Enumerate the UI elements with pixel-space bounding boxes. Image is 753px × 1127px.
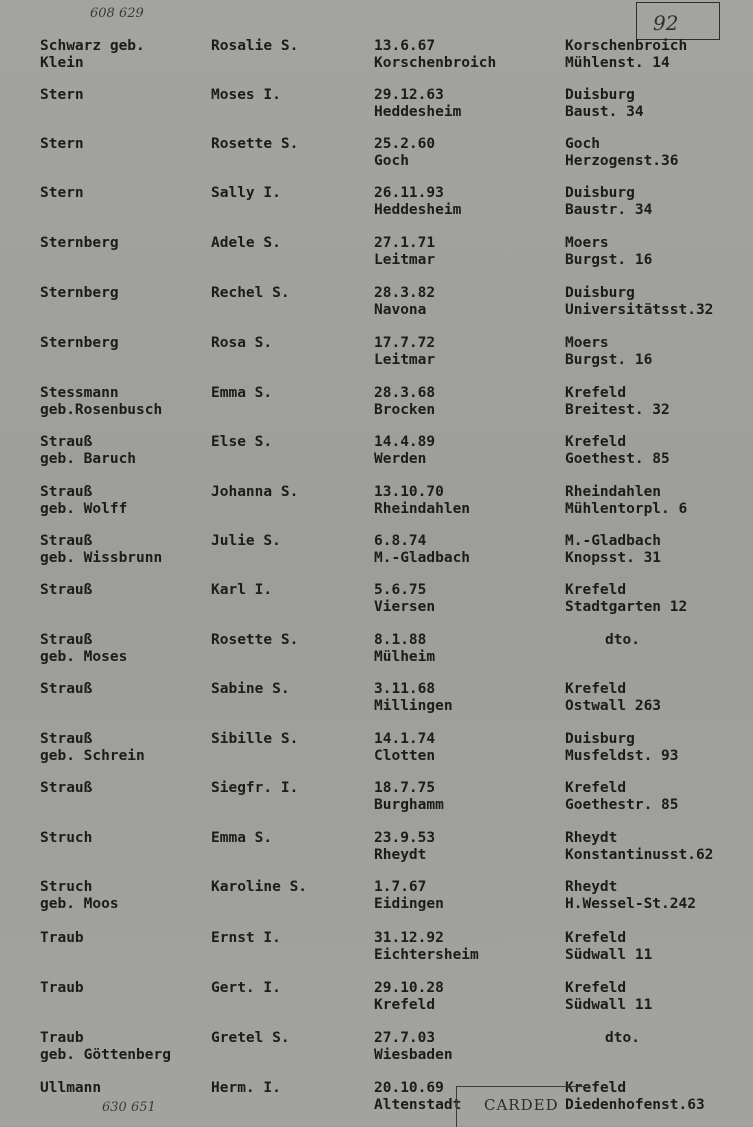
birth-cell bbox=[374, 930, 479, 964]
given-name-cell-line: Rosette S. bbox=[211, 632, 299, 648]
surname-cell bbox=[40, 87, 84, 104]
carded-stamp-text: CARDED bbox=[484, 1096, 559, 1114]
residence-cell-line: Krefeld bbox=[565, 434, 627, 450]
residence-cell bbox=[565, 434, 670, 468]
given-name-cell bbox=[211, 385, 272, 402]
residence-cell-line: Duisburg bbox=[565, 87, 635, 103]
birth-cell-line: Mülheim bbox=[374, 649, 436, 665]
residence-cell-line: Südwall 11 bbox=[565, 947, 653, 963]
birth-cell bbox=[374, 582, 435, 616]
birth-cell-line: 14.4.89 bbox=[374, 434, 436, 450]
surname-cell bbox=[40, 235, 119, 252]
surname-cell-line: geb. Wolff bbox=[40, 501, 128, 517]
surname-cell-line: Strauß bbox=[40, 731, 93, 747]
record-row bbox=[0, 185, 753, 231]
residence-cell-line: Rheydt bbox=[565, 879, 618, 895]
residence-cell bbox=[565, 632, 640, 649]
birth-cell-line: Krefeld bbox=[374, 997, 436, 1013]
record-row bbox=[0, 385, 753, 431]
birth-cell-line: 5.6.75 bbox=[374, 582, 427, 598]
residence-cell bbox=[565, 1030, 640, 1047]
given-name-cell bbox=[211, 185, 281, 202]
page-number-box bbox=[636, 2, 720, 40]
given-name-cell-line: Emma S. bbox=[211, 830, 273, 846]
given-name-cell-line: Rosalie S. bbox=[211, 38, 299, 54]
birth-cell-line: 8.1.88 bbox=[374, 632, 427, 648]
birth-cell-line: Eidingen bbox=[374, 896, 444, 912]
birth-cell bbox=[374, 434, 435, 468]
birth-cell-line: Korschenbroich bbox=[374, 55, 497, 71]
handwritten-note-top: 608 629 bbox=[90, 6, 144, 21]
record-row bbox=[0, 235, 753, 281]
record-row bbox=[0, 335, 753, 381]
birth-cell-line: 6.8.74 bbox=[374, 533, 427, 549]
birth-cell-line: 13.6.67 bbox=[374, 38, 436, 54]
residence-cell-line: Baustr. 34 bbox=[565, 202, 653, 218]
residence-cell bbox=[565, 87, 644, 121]
birth-cell bbox=[374, 830, 435, 864]
surname-cell-line: Strauß bbox=[40, 533, 93, 549]
surname-cell bbox=[40, 582, 92, 599]
residence-cell-line: Burgst. 16 bbox=[565, 352, 653, 368]
residence-cell-line: Krefeld bbox=[565, 980, 627, 996]
record-row bbox=[0, 879, 753, 925]
birth-cell bbox=[374, 136, 435, 170]
given-name-cell bbox=[211, 1080, 281, 1097]
given-name-cell-line: Herm. I. bbox=[211, 1080, 281, 1096]
surname-cell bbox=[40, 1030, 171, 1064]
birth-cell-line: M.-Gladbach bbox=[374, 550, 471, 566]
birth-cell bbox=[374, 731, 435, 765]
given-name-cell bbox=[211, 335, 272, 352]
surname-cell bbox=[40, 185, 84, 202]
birth-cell-line: 18.7.75 bbox=[374, 780, 436, 796]
record-row bbox=[0, 582, 753, 628]
birth-cell-line: Heddesheim bbox=[374, 104, 462, 120]
record-row bbox=[0, 533, 753, 579]
residence-cell bbox=[565, 830, 713, 864]
surname-cell bbox=[40, 731, 145, 765]
birth-cell-line: Goch bbox=[374, 153, 409, 169]
given-name-cell bbox=[211, 681, 290, 698]
birth-cell bbox=[374, 235, 435, 269]
residence-cell-line: Krefeld bbox=[565, 385, 627, 401]
surname-cell bbox=[40, 38, 145, 72]
birth-cell-line: 14.1.74 bbox=[374, 731, 436, 747]
page-number: 92 bbox=[653, 11, 679, 35]
residence-cell bbox=[565, 980, 652, 1014]
residence-cell-line: Krefeld bbox=[565, 681, 627, 697]
birth-cell-line: 25.2.60 bbox=[374, 136, 436, 152]
residence-cell bbox=[565, 1080, 705, 1114]
residence-cell-line: Krefeld bbox=[565, 1080, 627, 1096]
given-name-cell-line: Sibille S. bbox=[211, 731, 299, 747]
record-row bbox=[0, 38, 753, 84]
given-name-cell-line: Ernst I. bbox=[211, 930, 281, 946]
surname-cell-line: geb. Baruch bbox=[40, 451, 137, 467]
surname-cell-line: Struch bbox=[40, 879, 93, 895]
surname-cell-line: Stern bbox=[40, 87, 84, 103]
birth-cell-line: Leitmar bbox=[374, 352, 436, 368]
record-row bbox=[0, 780, 753, 826]
residence-cell bbox=[565, 930, 652, 964]
surname-cell-line: Stessmann bbox=[40, 385, 119, 401]
residence-cell bbox=[565, 285, 713, 319]
surname-cell bbox=[40, 434, 136, 468]
given-name-cell-line: Rechel S. bbox=[211, 285, 290, 301]
surname-cell-line: Traub bbox=[40, 1030, 84, 1046]
residence-cell-line: Musfeldst. 93 bbox=[565, 748, 679, 764]
record-row bbox=[0, 632, 753, 678]
residence-cell-line: Mühlenst. 14 bbox=[565, 55, 670, 71]
birth-cell-line: 31.12.92 bbox=[374, 930, 444, 946]
birth-cell-line: 23.9.53 bbox=[374, 830, 436, 846]
record-row bbox=[0, 87, 753, 133]
birth-cell-line: Wiesbaden bbox=[374, 1047, 453, 1063]
birth-cell bbox=[374, 185, 461, 219]
residence-cell-line: M.-Gladbach bbox=[565, 533, 662, 549]
given-name-cell-line: Else S. bbox=[211, 434, 273, 450]
given-name-cell bbox=[211, 533, 281, 550]
birth-cell-line: Heddesheim bbox=[374, 202, 462, 218]
given-name-cell-line: Gert. I. bbox=[211, 980, 281, 996]
residence-cell-line: Konstantinusst.62 bbox=[565, 847, 714, 863]
birth-cell-line: 20.10.69 bbox=[374, 1080, 444, 1096]
given-name-cell-line: Karl I. bbox=[211, 582, 273, 598]
given-name-cell bbox=[211, 731, 298, 748]
record-row bbox=[0, 681, 753, 727]
surname-cell-line: Schwarz geb. bbox=[40, 38, 145, 54]
given-name-cell-line: Siegfr. I. bbox=[211, 780, 299, 796]
residence-cell-line: dto. bbox=[605, 1030, 640, 1046]
surname-cell bbox=[40, 681, 92, 698]
given-name-cell bbox=[211, 1030, 290, 1047]
record-row bbox=[0, 484, 753, 530]
residence-cell-line: Stadtgarten 12 bbox=[565, 599, 688, 615]
given-name-cell-line: Rosette S. bbox=[211, 136, 299, 152]
given-name-cell-line: Sabine S. bbox=[211, 681, 290, 697]
residence-cell bbox=[565, 136, 679, 170]
surname-cell-line: Strauß bbox=[40, 632, 93, 648]
residence-cell bbox=[565, 385, 670, 419]
birth-cell-line: 17.7.72 bbox=[374, 335, 436, 351]
given-name-cell-line: Julie S. bbox=[211, 533, 281, 549]
birth-cell-line: 26.11.93 bbox=[374, 185, 444, 201]
residence-cell bbox=[565, 235, 652, 269]
birth-cell-line: Millingen bbox=[374, 698, 453, 714]
surname-cell-line: Sternberg bbox=[40, 285, 119, 301]
birth-cell-line: 29.12.63 bbox=[374, 87, 444, 103]
birth-cell bbox=[374, 335, 435, 369]
record-row bbox=[0, 930, 753, 976]
birth-cell-line: Rheydt bbox=[374, 847, 427, 863]
residence-cell-line: Mühlentorpl. 6 bbox=[565, 501, 688, 517]
birth-cell-line: Leitmar bbox=[374, 252, 436, 268]
birth-cell-line: Burghamm bbox=[374, 797, 444, 813]
birth-cell bbox=[374, 484, 470, 518]
birth-cell-line: 13.10.70 bbox=[374, 484, 444, 500]
residence-cell-line: Goethestr. 85 bbox=[565, 797, 679, 813]
given-name-cell bbox=[211, 980, 281, 997]
surname-cell bbox=[40, 484, 127, 518]
birth-cell bbox=[374, 385, 435, 419]
residence-cell bbox=[565, 335, 652, 369]
surname-cell-line: Strauß bbox=[40, 681, 93, 697]
record-row bbox=[0, 731, 753, 777]
handwritten-note-bottom: 630 651 bbox=[102, 1100, 156, 1115]
residence-cell-line: Duisburg bbox=[565, 185, 635, 201]
given-name-cell-line: Rosa S. bbox=[211, 335, 273, 351]
residence-cell-line: Duisburg bbox=[565, 285, 635, 301]
given-name-cell-line: Karoline S. bbox=[211, 879, 308, 895]
surname-cell bbox=[40, 780, 92, 797]
residence-cell bbox=[565, 185, 652, 219]
birth-cell bbox=[374, 285, 435, 319]
residence-cell-line: Burgst. 16 bbox=[565, 252, 653, 268]
birth-cell bbox=[374, 632, 435, 666]
birth-cell-line: 1.7.67 bbox=[374, 879, 427, 895]
residence-cell-line: Duisburg bbox=[565, 731, 635, 747]
birth-cell-line: 27.1.71 bbox=[374, 235, 436, 251]
given-name-cell bbox=[211, 136, 298, 153]
given-name-cell bbox=[211, 879, 307, 896]
residence-cell-line: Universitätsst.32 bbox=[565, 302, 714, 318]
residence-cell-line: Krefeld bbox=[565, 930, 627, 946]
birth-cell-line: Werden bbox=[374, 451, 427, 467]
surname-cell-line: Struch bbox=[40, 830, 93, 846]
surname-cell bbox=[40, 930, 84, 947]
residence-cell-line: H.Wessel-St.242 bbox=[565, 896, 696, 912]
surname-cell-line: Traub bbox=[40, 930, 84, 946]
birth-cell-line: 29.10.28 bbox=[374, 980, 444, 996]
residence-cell-line: Knopsst. 31 bbox=[565, 550, 662, 566]
given-name-cell-line: Emma S. bbox=[211, 385, 273, 401]
birth-cell bbox=[374, 879, 444, 913]
surname-cell-line: Ullmann bbox=[40, 1080, 102, 1096]
residence-cell-line: Korschenbroich bbox=[565, 38, 688, 54]
birth-cell bbox=[374, 1030, 453, 1064]
surname-cell bbox=[40, 980, 84, 997]
residence-cell-line: Südwall 11 bbox=[565, 997, 653, 1013]
surname-cell bbox=[40, 1080, 101, 1097]
record-row bbox=[0, 136, 753, 182]
birth-cell-line: Altenstadt bbox=[374, 1097, 462, 1113]
birth-cell-line: 28.3.82 bbox=[374, 285, 436, 301]
residence-cell-line: Baust. 34 bbox=[565, 104, 644, 120]
residence-cell-line: Rheydt bbox=[565, 830, 618, 846]
given-name-cell bbox=[211, 930, 281, 947]
surname-cell-line: geb.Rosenbusch bbox=[40, 402, 163, 418]
given-name-cell bbox=[211, 632, 298, 649]
residence-cell-line: Herzogenst.36 bbox=[565, 153, 679, 169]
residence-cell bbox=[565, 879, 696, 913]
birth-cell bbox=[374, 980, 444, 1014]
record-row bbox=[0, 980, 753, 1026]
surname-cell-line: Strauß bbox=[40, 780, 93, 796]
residence-cell-line: dto. bbox=[605, 632, 640, 648]
birth-cell-line: 28.3.68 bbox=[374, 385, 436, 401]
given-name-cell bbox=[211, 582, 272, 599]
residence-cell bbox=[565, 780, 679, 814]
surname-cell-line: geb. Moses bbox=[40, 649, 128, 665]
surname-cell bbox=[40, 385, 162, 419]
given-name-cell-line: Gretel S. bbox=[211, 1030, 290, 1046]
surname-cell-line: Sternberg bbox=[40, 335, 119, 351]
surname-cell-line: geb. Moos bbox=[40, 896, 119, 912]
surname-cell-line: Klein bbox=[40, 55, 84, 71]
given-name-cell bbox=[211, 87, 281, 104]
surname-cell-line: geb. Göttenberg bbox=[40, 1047, 171, 1063]
given-name-cell bbox=[211, 285, 290, 302]
residence-cell bbox=[565, 38, 687, 72]
birth-cell bbox=[374, 533, 470, 567]
residence-cell-line: Goethest. 85 bbox=[565, 451, 670, 467]
residence-cell-line: Diedenhofenst.63 bbox=[565, 1097, 705, 1113]
surname-cell-line: Strauß bbox=[40, 582, 93, 598]
given-name-cell bbox=[211, 434, 272, 451]
residence-cell-line: Krefeld bbox=[565, 780, 627, 796]
birth-cell bbox=[374, 38, 496, 72]
surname-cell bbox=[40, 136, 84, 153]
record-row bbox=[0, 285, 753, 331]
given-name-cell bbox=[211, 38, 298, 55]
surname-cell-line: geb. Wissbrunn bbox=[40, 550, 163, 566]
residence-cell bbox=[565, 484, 687, 518]
given-name-cell bbox=[211, 484, 298, 501]
surname-cell-line: Sternberg bbox=[40, 235, 119, 251]
birth-cell bbox=[374, 780, 444, 814]
given-name-cell-line: Moses I. bbox=[211, 87, 281, 103]
surname-cell bbox=[40, 632, 127, 666]
residence-cell-line: Moers bbox=[565, 335, 609, 351]
residence-cell-line: Goch bbox=[565, 136, 600, 152]
residence-cell bbox=[565, 731, 679, 765]
surname-cell-line: Strauß bbox=[40, 434, 93, 450]
surname-cell-line: Traub bbox=[40, 980, 84, 996]
surname-cell bbox=[40, 533, 162, 567]
residence-cell bbox=[565, 533, 661, 567]
record-row bbox=[0, 434, 753, 480]
surname-cell-line: geb. Schrein bbox=[40, 748, 145, 764]
residence-cell bbox=[565, 582, 687, 616]
birth-cell bbox=[374, 681, 453, 715]
surname-cell bbox=[40, 285, 119, 302]
residence-cell-line: Ostwall 263 bbox=[565, 698, 662, 714]
birth-cell-line: Eichtersheim bbox=[374, 947, 479, 963]
birth-cell-line: Clotten bbox=[374, 748, 436, 764]
surname-cell bbox=[40, 335, 119, 352]
surname-cell-line: Stern bbox=[40, 185, 84, 201]
birth-cell-line: Rheindahlen bbox=[374, 501, 471, 517]
residence-cell-line: Rheindahlen bbox=[565, 484, 662, 500]
birth-cell-line: Brocken bbox=[374, 402, 436, 418]
given-name-cell-line: Sally I. bbox=[211, 185, 281, 201]
surname-cell bbox=[40, 830, 92, 847]
surname-cell-line: Stern bbox=[40, 136, 84, 152]
residence-cell-line: Moers bbox=[565, 235, 609, 251]
given-name-cell-line: Johanna S. bbox=[211, 484, 299, 500]
record-row bbox=[0, 830, 753, 876]
birth-cell bbox=[374, 87, 461, 121]
given-name-cell-line: Adele S. bbox=[211, 235, 281, 251]
given-name-cell bbox=[211, 235, 281, 252]
residence-cell-line: Breitest. 32 bbox=[565, 402, 670, 418]
birth-cell-line: Viersen bbox=[374, 599, 436, 615]
birth-cell-line: 27.7.03 bbox=[374, 1030, 436, 1046]
given-name-cell bbox=[211, 780, 298, 797]
surname-cell-line: Strauß bbox=[40, 484, 93, 500]
surname-cell bbox=[40, 879, 119, 913]
record-row bbox=[0, 1030, 753, 1076]
birth-cell-line: Navona bbox=[374, 302, 427, 318]
given-name-cell bbox=[211, 830, 272, 847]
residence-cell-line: Krefeld bbox=[565, 582, 627, 598]
birth-cell bbox=[374, 1080, 461, 1114]
residence-cell bbox=[565, 681, 661, 715]
birth-cell-line: 3.11.68 bbox=[374, 681, 436, 697]
